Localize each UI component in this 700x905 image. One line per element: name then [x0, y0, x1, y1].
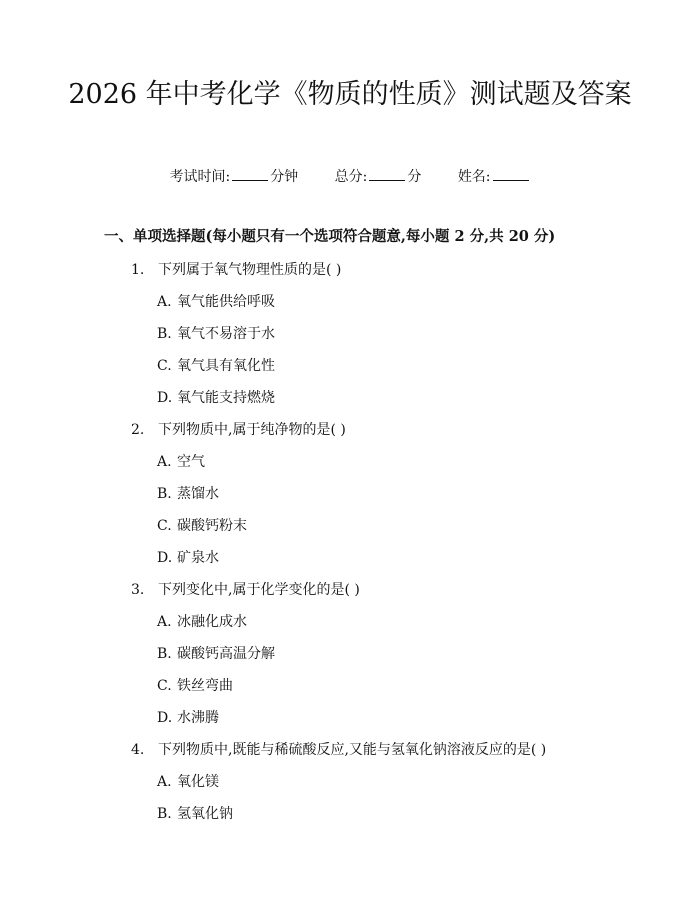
question-number: 3. — [131, 582, 145, 598]
option-c — [0, 674, 700, 706]
exam-time-unit: 分钟 — [270, 169, 299, 185]
option-text: 铁丝弯曲 — [177, 678, 233, 694]
option-text: 冰融化成水 — [177, 614, 247, 630]
option-text: 氧气不易溶于水 — [177, 326, 275, 342]
option-text: 氧气具有氧化性 — [177, 358, 275, 374]
option-letter: D. — [157, 390, 173, 406]
option-text: 氧气能供给呼吸 — [177, 294, 275, 310]
option-b — [0, 642, 700, 674]
option-letter: D. — [157, 710, 173, 726]
question-line — [0, 578, 700, 610]
option-text: 碳酸钙粉末 — [177, 518, 247, 534]
option-letter: B. — [157, 646, 172, 662]
option-letter: D. — [157, 550, 173, 566]
option-letter: B. — [157, 806, 172, 822]
option-letter: C. — [157, 518, 172, 534]
option-b — [0, 322, 700, 354]
option-letter: B. — [157, 486, 172, 502]
option-c — [0, 354, 700, 386]
exam-meta-line — [0, 166, 700, 188]
exam-title: 2026 年中考化学《物质的性质》测试题及答案 — [68, 79, 632, 110]
question-number: 1. — [131, 262, 145, 278]
question-3 — [0, 578, 700, 738]
option-text: 氧化镁 — [177, 774, 219, 790]
question-4 — [0, 738, 700, 834]
option-d — [0, 546, 700, 578]
question-1 — [0, 258, 700, 418]
name-blank — [493, 166, 529, 181]
option-letter: A. — [157, 774, 172, 790]
question-text: 下列变化中,属于化学变化的是( ) — [158, 582, 360, 598]
total-score-unit: 分 — [407, 169, 422, 185]
question-number: 2. — [131, 422, 145, 438]
option-text: 氢氧化钠 — [177, 806, 233, 822]
option-letter: B. — [157, 326, 172, 342]
option-text: 矿泉水 — [177, 550, 219, 566]
option-letter: A. — [157, 614, 172, 630]
option-letter: A. — [157, 454, 172, 470]
question-2 — [0, 418, 700, 578]
name-label: 姓名: — [457, 169, 491, 185]
question-text: 下列属于氧气物理性质的是( ) — [158, 262, 342, 278]
question-text: 下列物质中,属于纯净物的是( ) — [158, 422, 346, 438]
option-c — [0, 514, 700, 546]
option-a — [0, 450, 700, 482]
option-d — [0, 706, 700, 738]
exam-time-label: 考试时间: — [169, 169, 231, 185]
option-a — [0, 610, 700, 642]
option-text: 氧气能支持燃烧 — [177, 390, 275, 406]
total-score-field — [335, 166, 422, 188]
total-score-blank — [369, 166, 405, 181]
name-field — [458, 166, 531, 188]
total-score-label: 总分: — [334, 169, 368, 185]
option-text: 空气 — [177, 454, 205, 470]
question-list — [0, 258, 700, 834]
question-line — [0, 418, 700, 450]
question-line — [0, 258, 700, 290]
option-a — [0, 770, 700, 802]
exam-time-blank — [232, 166, 268, 181]
option-d — [0, 386, 700, 418]
question-number: 4. — [131, 742, 145, 758]
question-text: 下列物质中,既能与稀硫酸反应,又能与氢氧化钠溶液反应的是( ) — [158, 742, 547, 758]
option-b — [0, 482, 700, 514]
option-letter: A. — [157, 294, 172, 310]
option-a — [0, 290, 700, 322]
option-text: 碳酸钙高温分解 — [177, 646, 275, 662]
option-letter: C. — [157, 678, 172, 694]
question-line — [0, 738, 700, 770]
option-text: 水沸腾 — [177, 710, 219, 726]
section-heading: 一、单项选择题(每小题只有一个选项符合题意,每小题 2 分,共 20 分) — [104, 228, 556, 245]
option-letter: C. — [157, 358, 172, 374]
option-text: 蒸馏水 — [177, 486, 219, 502]
option-b — [0, 802, 700, 834]
exam-time-field — [169, 166, 298, 188]
